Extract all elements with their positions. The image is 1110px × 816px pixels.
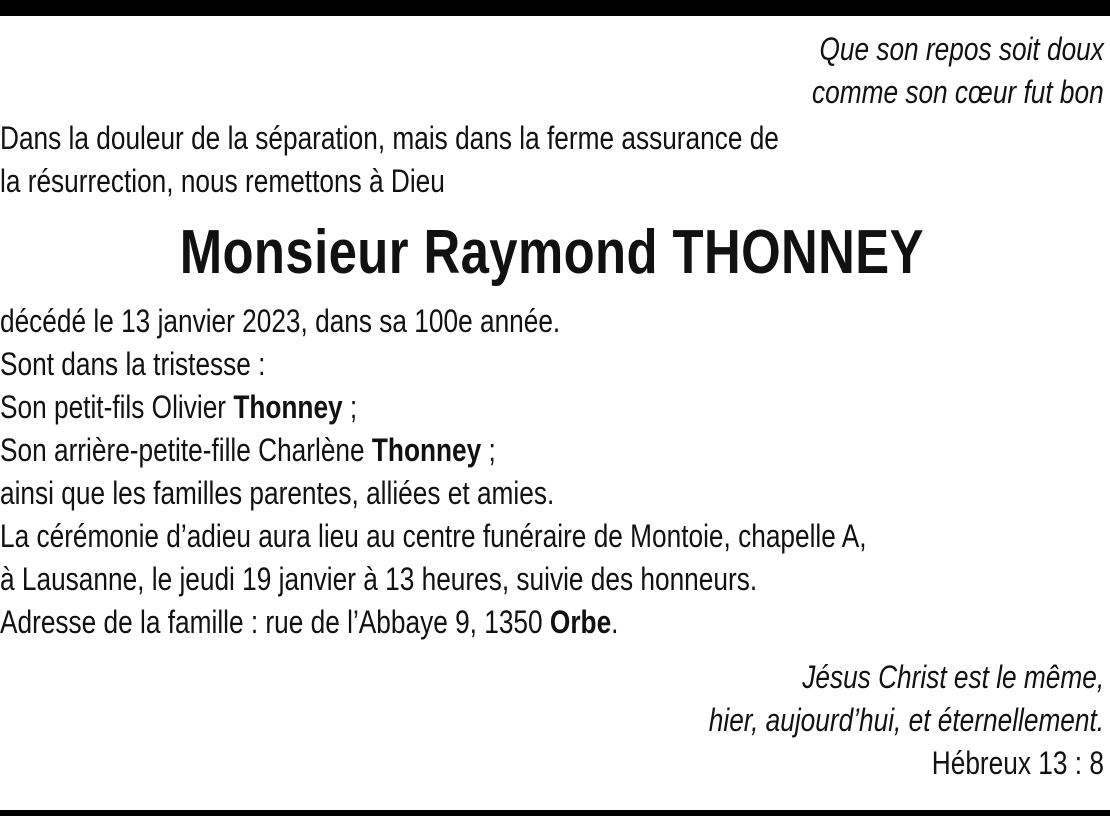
intro-line-2: la résurrection, nous remettons à Dieu <box>0 163 445 199</box>
bottom-border-rule <box>0 810 1110 816</box>
top-border-rule <box>0 0 1110 16</box>
address-prefix: Adresse de la famille : rue de l’Abbaye 9, 1350 <box>0 604 550 640</box>
death-date-line: décédé le 13 janvier 2023, dans sa 100e année. <box>0 303 561 339</box>
ceremony-line-2: à Lausanne, le jeudi 19 janvier à 13 heures, suivie des honneurs. <box>0 561 758 597</box>
mourners-intro: Sont dans la tristesse : <box>0 346 266 382</box>
grandson-line <box>0 386 357 429</box>
families-line: ainsi que les familles parentes, alliées et amies. <box>0 475 555 511</box>
deceased-name-heading <box>0 216 1104 290</box>
ceremony-line-1: La cérémonie d’adieu aura lieu au centre funéraire de Montoie, chapelle A, <box>0 518 867 554</box>
verse-line-2: hier, aujourd’hui, et éternellement. <box>708 702 1104 738</box>
epigraph-line-2: comme son cœur fut bon <box>812 74 1104 110</box>
obituary-notice <box>0 28 1104 785</box>
intro-paragraph <box>0 117 1104 203</box>
closing-verse <box>0 656 1104 785</box>
address-suffix: . <box>611 604 619 640</box>
intro-line-1: Dans la douleur de la séparation, mais dans la ferme assurance de <box>0 120 779 156</box>
notice-body <box>0 300 1104 644</box>
great-granddaughter-suffix: ; <box>481 432 496 468</box>
verse-line-1: Jésus Christ est le même, <box>802 659 1104 695</box>
grandson-prefix: Son petit-fils Olivier <box>0 389 234 425</box>
address-town: Orbe <box>549 604 612 640</box>
epigraph <box>0 28 1104 114</box>
great-granddaughter-prefix: Son arrière-petite-fille Charlène <box>0 432 372 468</box>
verse-reference: Hébreux 13 : 8 <box>931 745 1104 781</box>
family-address-line <box>0 601 618 644</box>
great-granddaughter-line <box>0 429 496 472</box>
deceased-name: Monsieur Raymond THONNEY <box>179 218 925 287</box>
grandson-suffix: ; <box>342 389 358 425</box>
epigraph-line-1: Que son repos soit doux <box>819 31 1104 67</box>
great-granddaughter-surname: Thonney <box>371 432 482 468</box>
grandson-surname: Thonney <box>233 389 343 425</box>
